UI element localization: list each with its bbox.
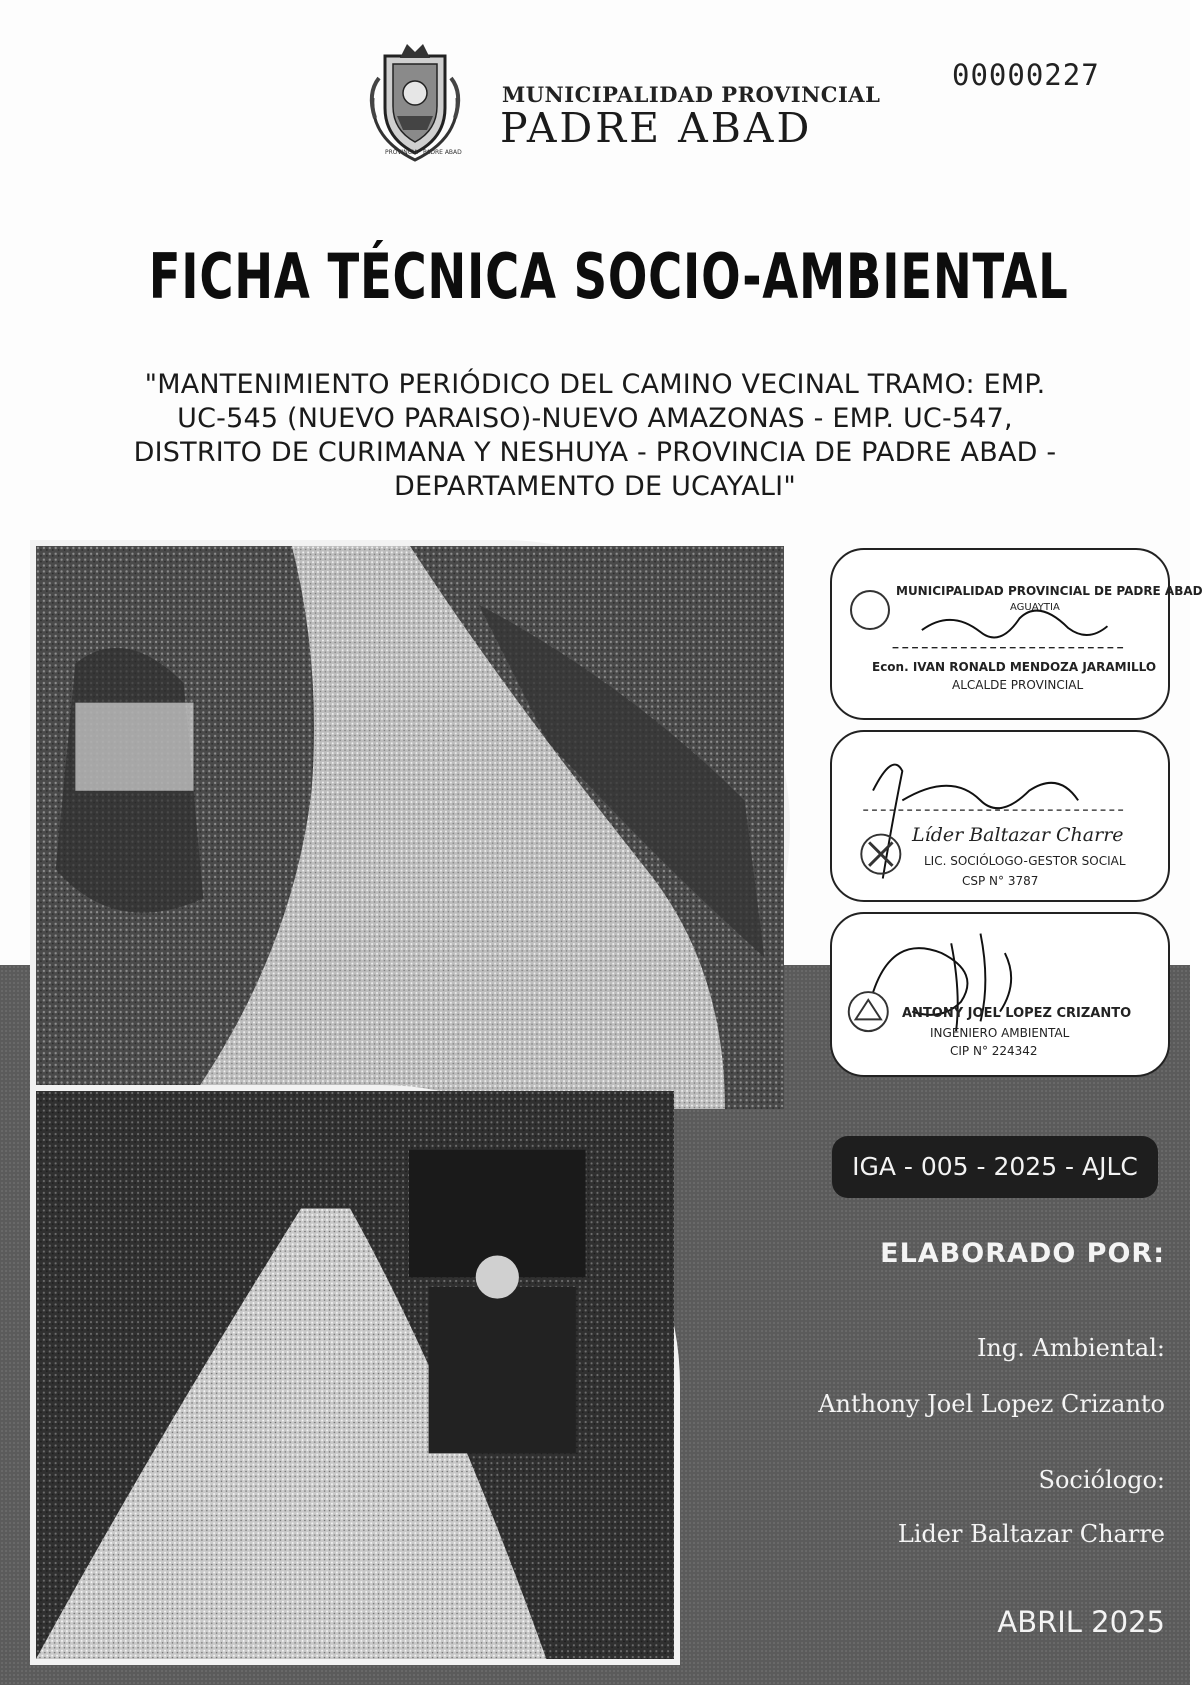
name-sociologist: Lider Baltazar Charre	[897, 1520, 1165, 1548]
crest-legend-right: PADRE ABAD	[423, 149, 462, 156]
crest-legend-left: PROVINCIA	[385, 149, 418, 156]
signature-stamp-mayor	[830, 548, 1203, 720]
mayor-signature-icon	[832, 550, 1168, 718]
stamp-registry: CSP N° 3787	[962, 874, 1039, 888]
document-date: ABRIL 2025	[997, 1605, 1165, 1639]
name-environmental-engineer: Anthony Joel Lopez Crizanto	[818, 1390, 1165, 1418]
project-title-line: UC-545 (NUEVO PARAISO)-NUEVO AMAZONAS - EMP. UC-547,	[177, 403, 1013, 434]
stamp-role: LIC. SOCIÓLOGO-GESTOR SOCIAL	[924, 854, 1126, 868]
project-title	[60, 368, 1130, 504]
stamp-role: ALCALDE PROVINCIAL	[952, 678, 1084, 692]
signature-stamp-engineer	[830, 912, 1170, 1077]
stamp-role: INGENIERO AMBIENTAL	[930, 1026, 1070, 1040]
document-number: 00000227	[952, 58, 1100, 92]
road-photo-top	[30, 540, 790, 1115]
municipality-name: PADRE ABAD	[500, 104, 813, 152]
project-title-line: DISTRITO DE CURIMANA Y NESHUYA - PROVINCIA DE PADRE ABAD -	[133, 437, 1057, 468]
project-title-line: "MANTENIMIENTO PERIÓDICO DEL CAMINO VECINAL TRAMO: EMP.	[144, 369, 1046, 400]
road-machinery-image	[36, 1091, 674, 1659]
document-code-badge: IGA - 005 - 2025 - AJLC	[832, 1136, 1158, 1198]
municipality-label: MUNICIPALIDAD PROVINCIAL	[502, 82, 881, 107]
role-environmental-engineer: Ing. Ambiental:	[976, 1334, 1165, 1362]
elaborado-heading: ELABORADO POR:	[880, 1238, 1165, 1269]
stamp-institution: MUNICIPALIDAD PROVINCIAL DE PADRE ABAD	[896, 584, 1203, 598]
stamp-registry: CIP N° 224342	[950, 1044, 1038, 1058]
signature-stamp-sociologist	[830, 730, 1170, 902]
road-photo-bottom	[30, 1085, 680, 1665]
project-title-line: DEPARTAMENTO DE UCAYALI"	[394, 471, 796, 502]
page-title: FICHA TÉCNICA SOCIO-AMBIENTAL	[148, 240, 1069, 313]
stamp-location: AGUAYTIA	[1010, 602, 1060, 613]
stamp-name: Econ. IVAN RONALD MENDOZA JARAMILLO	[872, 660, 1157, 674]
stamp-name: Líder Baltazar Charre	[912, 824, 1124, 846]
municipal-crest-icon	[365, 38, 465, 163]
role-sociologist: Sociólogo:	[1038, 1466, 1165, 1494]
stamp-name: ANTONY JOEL LOPEZ CRIZANTO	[902, 1006, 1132, 1021]
road-image	[36, 546, 784, 1109]
